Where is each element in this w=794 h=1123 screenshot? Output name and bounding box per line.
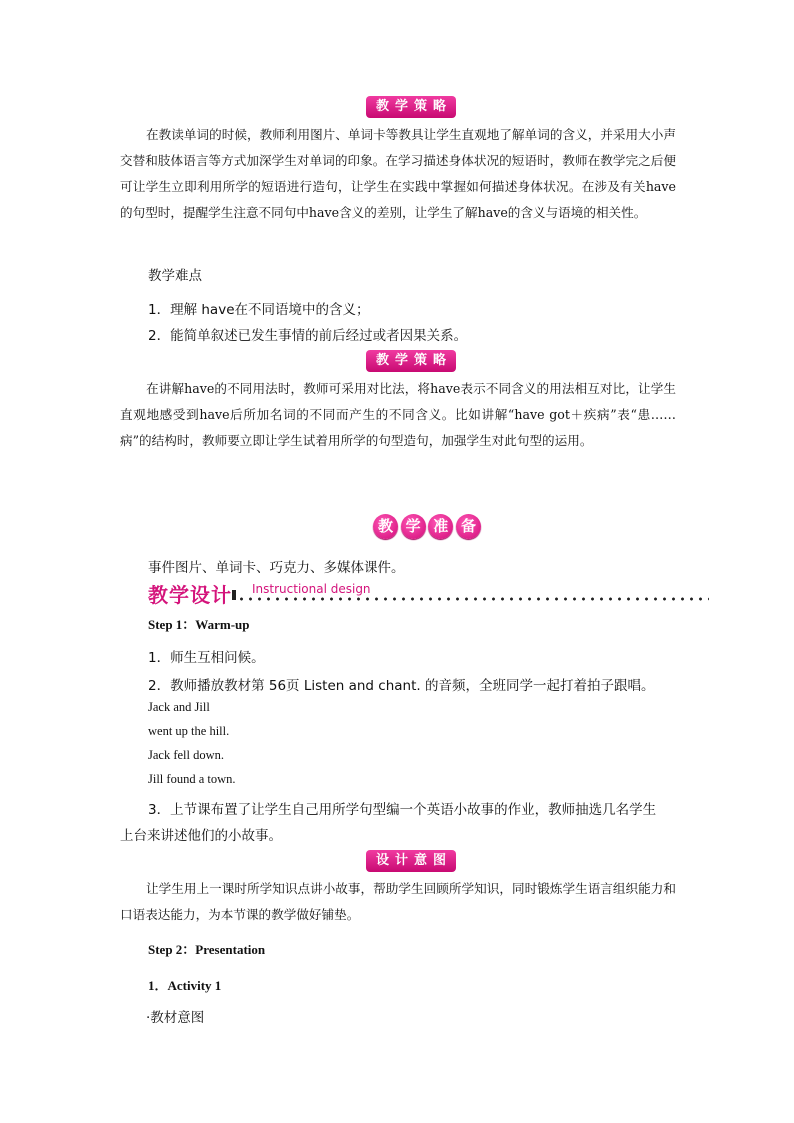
strategy-text: 在讲解have的不同用法时，教师可采用对比法，将have表示不同含义的用法相互对比，让学生直观地感受到have后所加名词的不同而产生的不同含义。比如讲解“have got＋疾病”表“患……病”的结构时，教师要立即让学生试着用所学的句型造句，加强学生对此句型的运用。 [120, 381, 676, 448]
preparation-text: 事件图片、单词卡、巧克力、多媒体课件。 [148, 560, 405, 576]
activity-title: 1．Activity 1 [148, 978, 222, 993]
material-intent-label: ·教材意图 [146, 1010, 205, 1026]
badge-char: 学 [401, 514, 426, 539]
intent-text: 让学生用上一课时所学知识点讲小故事，帮助学生回顾所学知识，同时锻炼学生语言组织能力和口语表达能力，为本节课的教学做好铺垫。 [120, 881, 676, 922]
badge-char: 备 [456, 514, 481, 539]
design-subtitle: Instructional design [252, 582, 371, 596]
badge-char: 教 [373, 514, 398, 539]
strategy-badge: 教学策略 [366, 96, 456, 118]
step1-item-continued: 上台来讲述他们的小故事。 [120, 828, 282, 844]
step1-title: Step 1：Warm-up [148, 617, 250, 632]
step2-title: Step 2：Presentation [148, 942, 266, 957]
strategy-paragraph [120, 122, 676, 252]
chant-line: Jack fell down. [148, 748, 225, 762]
chant-line: Jill found a town. [148, 772, 236, 786]
design-title: 教学设计 [148, 583, 232, 607]
strategy-badge: 教学策略 [366, 350, 456, 372]
chant-line: Jack and Jill [148, 700, 210, 714]
step1-item: 2．教师播放教材第 56页 Listen and chant. 的音频，全班同学一起打着拍子跟唱。 [148, 678, 655, 694]
preparation-badge [373, 514, 481, 542]
difficulty-item: 1．理解 have在不同语境中的含义； [148, 302, 370, 318]
dotted-divider [237, 596, 709, 602]
difficulty-title: 教学难点 [148, 268, 202, 284]
intent-badge: 设计意图 [366, 850, 456, 872]
chant-line: went up the hill. [148, 724, 230, 738]
intent-paragraph [120, 876, 676, 930]
step1-item: 1．师生互相问候。 [148, 650, 265, 666]
difficulty-item: 2．能简单叙述已发生事情的前后经过或者因果关系。 [148, 328, 468, 344]
strategy-text: 在教读单词的时候，教师利用图片、单词卡等教具让学生直观地了解单词的含义，并采用大小声交替和肢体语言等方式加深学生对单词的印象。在学习描述身体状况的短语时，教师在教学完之后便可让学生立即利用所学的短语进行造句，让学生在实践中掌握如何描述身体状况。在涉及有关have的句型时，提醒学生注意不同句中have含义的差别，让学生了解have的含义与语境的相关性。 [120, 127, 676, 220]
badge-char: 准 [428, 514, 453, 539]
step1-item: 3．上节课布置了让学生自己用所学句型编一个英语小故事的作业，教师抽选几名学生 [148, 802, 657, 818]
strategy-paragraph [120, 376, 676, 484]
divider-tick [232, 590, 236, 600]
